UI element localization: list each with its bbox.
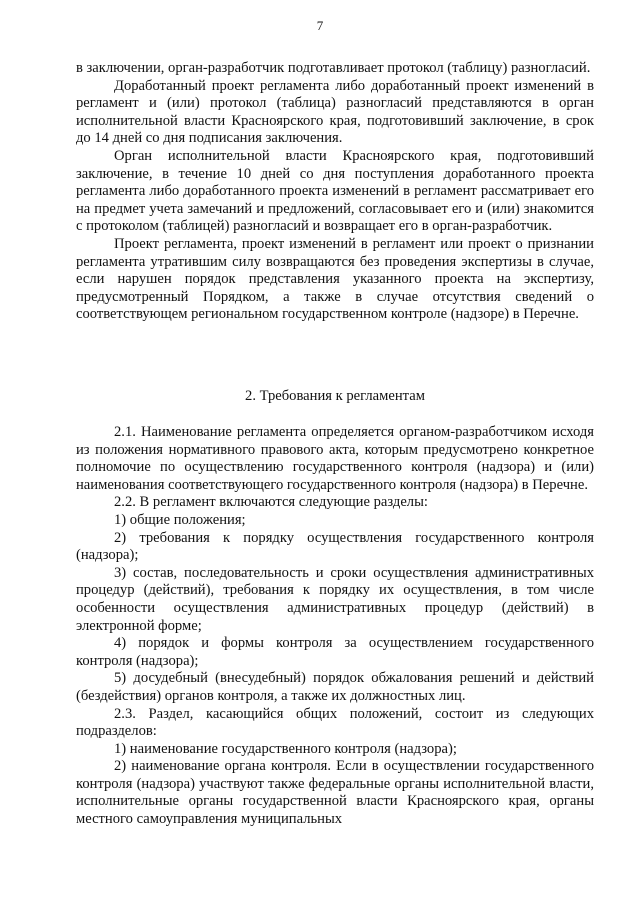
paragraph: Доработанный проект регламента либо доработанный проект изменений в регламент и (или) протокол (таблица) разногласий представляются в орган исполнительной власти Красноярского края, подготовивший заключение, в срок до 14 дней со дня подписания заключения. (76, 77, 594, 147)
list-item: 3) состав, последовательность и сроки осуществления административных процедур (действий), требования к порядку их осуществления, в том числе особенности осуществления административных процедур (действий) в электронной форме; (76, 564, 594, 634)
list-item: 4) порядок и формы контроля за осуществлением государственного контроля (надзора); (76, 635, 594, 669)
page-number: 7 (316, 18, 324, 33)
body-text-top (76, 60, 594, 324)
list-item: 5) досудебный (внесудебный) порядок обжалования решений и действий (бездействия) органов контроля, а также их должностных лиц. (76, 670, 594, 704)
paragraph: в заключении, орган-разработчик подготавливает протокол (таблицу) разногласий. (76, 60, 591, 76)
section-heading-block (76, 388, 594, 406)
paragraph: 2.3. Раздел, касающийся общих положений, состоит из следующих подразделов: (76, 705, 594, 740)
paragraph: 2.2. В регламент включаются следующие разделы: (114, 494, 428, 511)
paragraph: Проект регламента, проект изменений в регламент или проект о признании регламента утратившим силу возвращаются без проведения экспертизы в случае, если нарушен порядок представления указанного проекта на экспертизу, предусмотренный Порядком, а также в случае отсутствия сведений о соответствующем региональном государственном контроле (надзоре) в Перечне. (76, 235, 594, 323)
list-item: 2) требования к порядку осуществления государственного контроля (надзора); (76, 529, 594, 564)
body-text-section (76, 424, 594, 829)
list-item: 1) общие положения; (114, 511, 246, 528)
section-heading: 2. Требования к регламентам (245, 388, 425, 404)
list-item: 2) наименование органа контроля. Если в осуществлении государственного контроля (надзора) участвуют также федеральные органы исполнительной власти, исполнительные органы государственной власти Красноярского края, органы местного самоуправления муниципальных (76, 758, 594, 828)
list-item: 1) наименование государственного контроля (надзора); (114, 740, 457, 757)
paragraph: 2.1. Наименование регламента определяется органом-разработчиком исходя из положения нормативного правового акта, которым предусмотрено конкретное полномочие по осуществлению государственного контроля (надзора) и (или) наименования соответствующего государственного контроля (надзора) в Перечне. (76, 424, 594, 493)
paragraph: Орган исполнительной власти Красноярского края, подготовивший заключение, в течение 10 дней со дня поступления доработанного проекта регламента либо доработанного проекта изменений в регламент рассматривает его на предмет учета замечаний и предложений, согласовывает его и (или) знакомится с протоколом (таблицей) разногласий и возвращает его в орган-разработчик. (76, 147, 594, 235)
